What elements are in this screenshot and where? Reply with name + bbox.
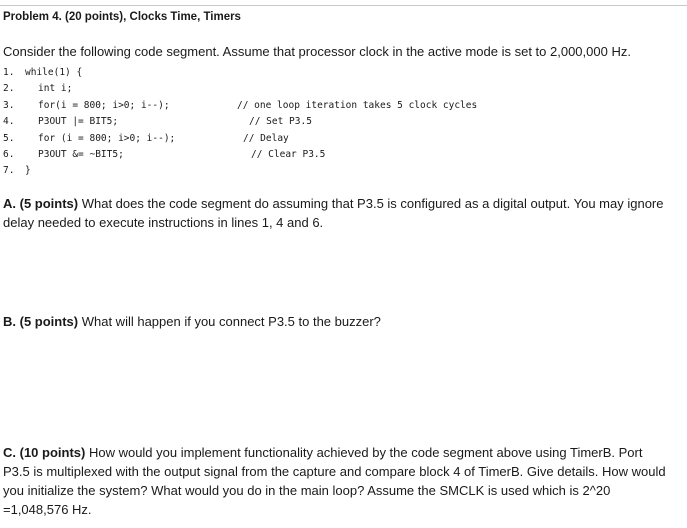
line-number: 1. xyxy=(3,67,15,78)
line-number: 6. xyxy=(3,148,15,160)
question-b-text: What will happen if you connect P3.5 to the buzzer? xyxy=(78,314,381,329)
line-number: 3. xyxy=(3,99,15,111)
code-statement: P3OUT &= ~BIT5; xyxy=(38,148,124,160)
question-b xyxy=(3,312,668,331)
question-c xyxy=(3,443,668,519)
code-statement: for(i = 800; i>0; i--); xyxy=(38,99,170,111)
code-comment: // Set P3.5 xyxy=(249,116,312,128)
code-statement: while(1) { xyxy=(25,67,83,78)
code-line xyxy=(3,163,683,179)
question-a xyxy=(3,194,668,232)
code-line xyxy=(3,131,683,147)
code-comment: // one loop iteration takes 5 clock cycles xyxy=(237,99,478,111)
code-statement: P3OUT |= BIT5; xyxy=(38,116,119,128)
code-statement: } xyxy=(25,165,31,177)
question-a-label: A. (5 points) xyxy=(3,196,79,211)
code-comment: // Delay xyxy=(243,132,289,144)
code-comment: // Clear P3.5 xyxy=(251,148,326,160)
code-line xyxy=(3,114,683,130)
top-divider xyxy=(0,5,687,6)
code-line xyxy=(3,98,683,114)
code-block xyxy=(3,65,683,180)
code-statement: for (i = 800; i>0; i--); xyxy=(38,132,176,144)
question-c-label: C. (10 points) xyxy=(3,445,86,460)
line-number: 5. xyxy=(3,132,15,144)
problem-title: Problem 4. (20 points), Clocks Time, Timers xyxy=(3,11,241,23)
code-statement: int i; xyxy=(38,83,73,95)
question-c-text: How would you implement functionality achieved by the code segment above using TimerB. Port P3.5 is multiplexed with the output signal from the capture and compare block 4 of TimerB. Give details. How would you initialize the system? What would you do in the main loop? Assume the SMCLK is used which is 2^20 =1,048,576 Hz. xyxy=(3,445,666,517)
line-number: 2. xyxy=(3,83,15,95)
question-a-text: What does the code segment do assuming that P3.5 is configured as a digital output. You may ignore delay needed to execute instructions in lines 1, 4 and 6. xyxy=(3,196,664,230)
code-line xyxy=(3,81,683,97)
line-number: 4. xyxy=(3,116,15,128)
line-number: 7. xyxy=(3,165,15,177)
problem-intro: Consider the following code segment. Assume that processor clock in the active mode is set to 2,000,000 Hz. xyxy=(3,44,631,59)
code-line xyxy=(3,147,683,163)
code-line xyxy=(3,65,683,81)
question-b-label: B. (5 points) xyxy=(3,314,79,329)
